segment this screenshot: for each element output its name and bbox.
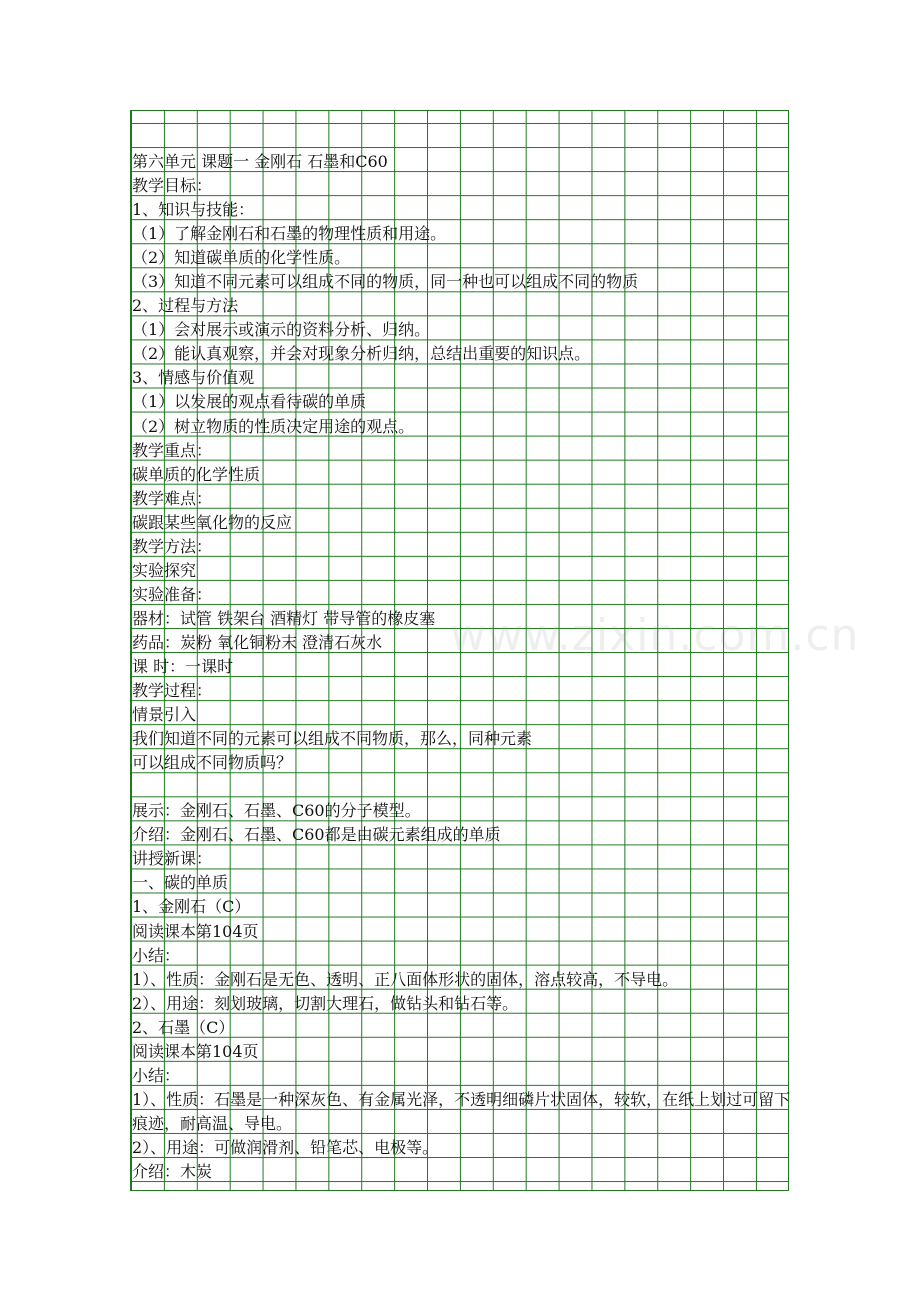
text-line: 阅读课本第104页: [132, 921, 259, 941]
text-line: （3）知道不同元素可以组成不同的物质，同一种也可以组成不同的物质: [132, 272, 639, 292]
text-line: 碳跟某些氧化物的反应: [132, 512, 293, 532]
blank-line: [132, 775, 792, 799]
text-line: 介绍：木炭: [132, 1161, 213, 1181]
text-line: 器材：试管 铁架台 酒精灯 带导管的橡皮塞: [132, 608, 436, 628]
text-line: （2）知道碳单质的化学性质。: [132, 248, 351, 268]
text-line: （1）以发展的观点看待碳的单质: [132, 392, 367, 412]
text-line: （2）能认真观察，并会对现象分析归纳，总结出重要的知识点。: [132, 344, 591, 364]
text-line: 可以组成不同物质吗？: [132, 753, 293, 773]
text-line: （1）了解金刚石和石墨的物理性质和用途。: [132, 224, 447, 244]
text-line: 教学重点：: [132, 440, 213, 460]
text-line: 教学方法：: [132, 536, 213, 556]
text-line: 情景引入: [132, 705, 197, 725]
text-line: 展示：金刚石、石墨、C60的分子模型。: [132, 801, 421, 821]
text-line: 药品：炭粉 氧化铜粉末 澄清石灰水: [132, 632, 383, 652]
text-line: 2）、用途：刻划玻璃，切割大理石，做钻头和钻石等。: [132, 993, 519, 1013]
document-body: [132, 150, 792, 1184]
text-line: 教学过程：: [132, 681, 213, 701]
text-line: 2）、用途：可做润滑剂、铅笔芯、电极等。: [132, 1137, 439, 1157]
text-line: 讲授新课：: [132, 849, 213, 869]
text-line: 小结：: [132, 945, 181, 965]
text-line: 1、金刚石（C）: [132, 897, 251, 917]
text-line: 一、碳的单质: [132, 873, 229, 893]
lesson-title: 第六单元 课题一 金刚石 石墨和C60: [132, 152, 388, 171]
watermark: www.zixin.com.cn: [450, 610, 860, 661]
text-line: 3、情感与价值观: [132, 368, 255, 388]
text-line: 1）、性质：金刚石是无色、透明、正八面体形状的固体，溶点较高，不导电。: [132, 969, 679, 989]
text-line: （2）树立物质的性质决定用途的观点。: [132, 416, 415, 436]
text-line: 2、石墨（C）: [132, 1017, 235, 1037]
text-line: （1）会对展示或演示的资料分析、归纳。: [132, 320, 431, 340]
text-line: 2、过程与方法: [132, 296, 239, 316]
text-line: 1、知识与技能：: [132, 200, 255, 220]
text-line: 介绍：金刚石、石墨、C60都是由碳元素组成的单质: [132, 825, 501, 845]
text-line: 实验准备：: [132, 584, 213, 604]
text-line: 教学难点：: [132, 488, 213, 508]
text-line: 1）、性质：石墨是一种深灰色、有金属光泽，不透明细磷片状固体，较软，在纸上划过可留下痕迹，耐高温、导电。: [132, 1089, 791, 1133]
text-line: 课 时：一课时: [132, 656, 234, 676]
text-line: 碳单质的化学性质: [132, 464, 261, 484]
text-line: 我们知道不同的元素可以组成不同物质，那么，同种元素: [132, 729, 533, 749]
text-line: 小结：: [132, 1065, 181, 1085]
text-line: 阅读课本第104页: [132, 1041, 259, 1061]
text-line: 实验探究: [132, 560, 197, 580]
text-line: 教学目标：: [132, 176, 213, 196]
